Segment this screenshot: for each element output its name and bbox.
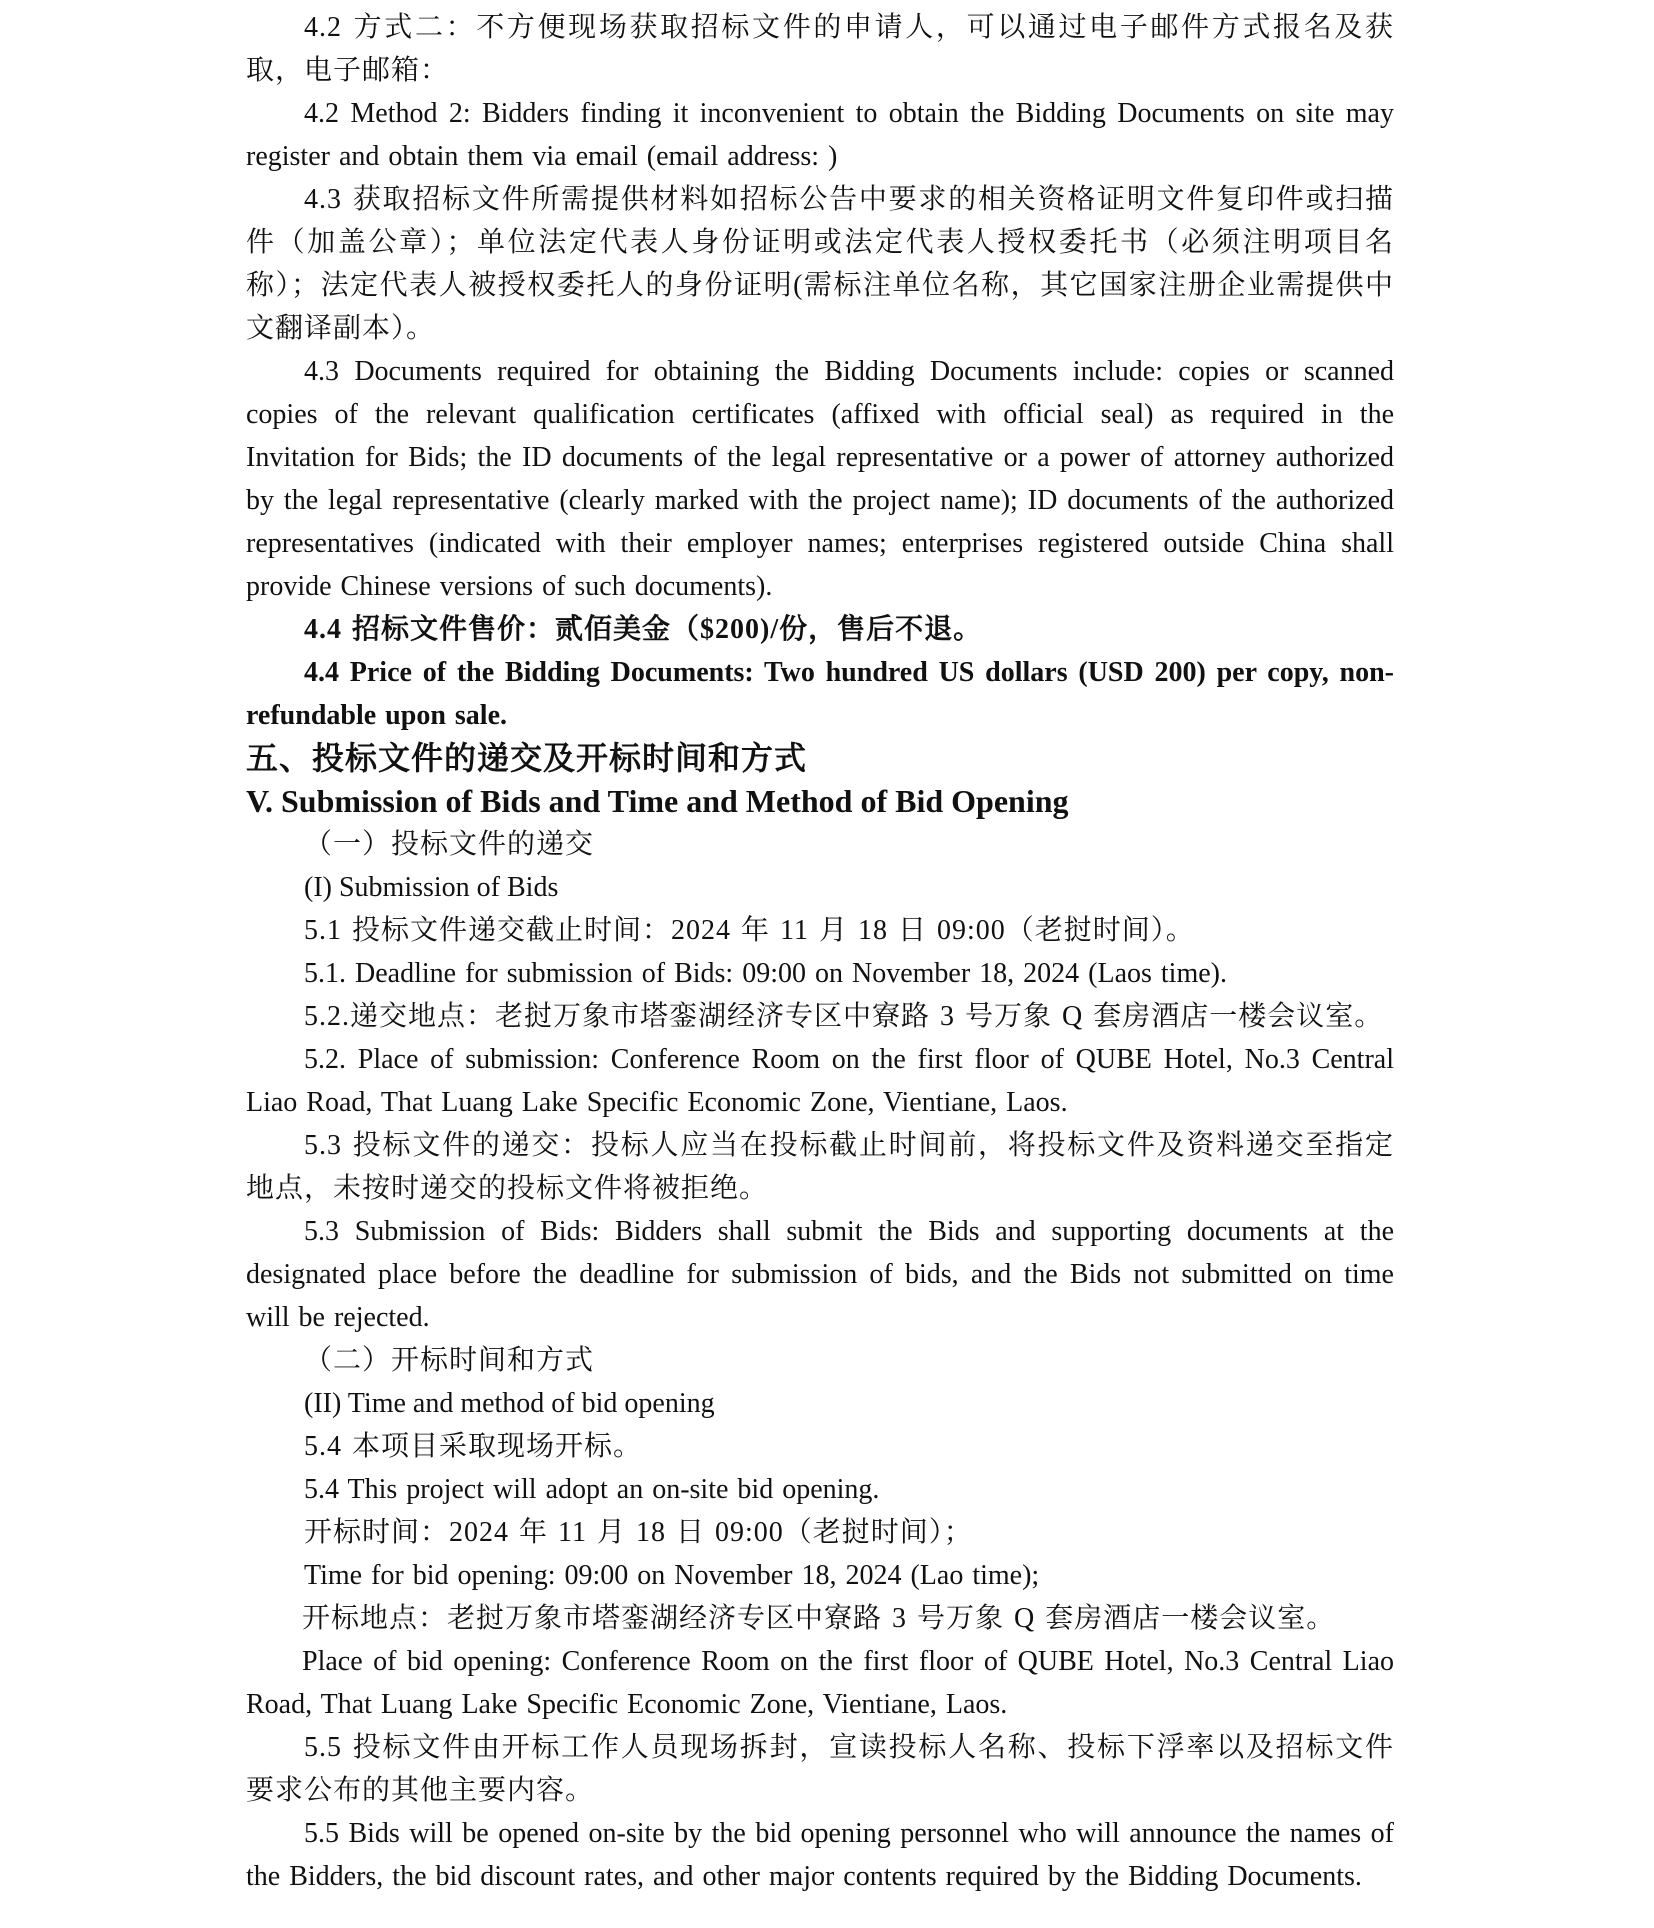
paragraph-5-5-zh: 5.5 投标文件由开标工作人员现场拆封，宣读投标人名称、投标下浮率以及招标文件要求公布的其他主要内容。	[246, 1732, 1394, 1806]
section-5-heading-zh: 五、投标文件的递交及开标时间和方式	[246, 740, 808, 776]
paragraph-4-2-zh: 4.2 方式二：不方便现场获取招标文件的申请人，可以通过电子邮件方式报名及获取，电子邮箱：	[246, 12, 1394, 86]
paragraph-5-3-en: 5.3 Submission of Bids: Bidders shall submit the Bids and supporting documents at the designated place before the deadline for submission of bids, and the Bids not submitted on time will be rejected.	[246, 1216, 1394, 1333]
subsection-2-heading-en: (II) Time and method of bid opening	[304, 1388, 715, 1419]
paragraph-4-4-en: 4.4 Price of the Bidding Documents: Two hundred US dollars (USD 200) per copy, non-refundable upon sale.	[246, 657, 1394, 731]
paragraph-5-5-en: 5.5 Bids will be opened on-site by the bid opening personnel who will announce the names of the Bidders, the bid discount rates, and other major contents required by the Bidding Documents.	[246, 1818, 1394, 1892]
paragraph-4-2-en: 4.2 Method 2: Bidders finding it inconvenient to obtain the Bidding Documents on site may register and obtain them via email (email address: )	[246, 98, 1394, 172]
paragraph-5-1-en: 5.1. Deadline for submission of Bids: 09:00 on November 18, 2024 (Laos time).	[304, 958, 1227, 989]
paragraph-5-1-zh: 5.1 投标文件递交截止时间：2024 年 11 月 18 日 09:00（老挝时间）。	[304, 915, 1195, 946]
section-5-heading-en: V. Submission of Bids and Time and Method of Bid Opening	[246, 783, 1069, 819]
paragraph-4-3-zh: 4.3 获取招标文件所需提供材料如招标公告中要求的相关资格证明文件复印件或扫描件（加盖公章）；单位法定代表人身份证明或法定代表人授权委托书（必须注明项目名称）；法定代表人被授权委托人的身份证明(需标注单位名称，其它国家注册企业需提供中文翻译副本）。	[246, 184, 1394, 344]
subsection-1-heading-en: (I) Submission of Bids	[304, 872, 559, 903]
bid-opening-place-zh: 开标地点：老挝万象市塔銮湖经济专区中寮路 3 号万象 Q 套房酒店一楼会议室。	[302, 1603, 1336, 1634]
paragraph-4-4-zh: 4.4 招标文件售价：贰佰美金（$200)/份，售后不退。	[304, 614, 983, 645]
bid-opening-place-en: Place of bid opening: Conference Room on the first floor of QUBE Hotel, No.3 Central Liao Road, That Luang Lake Specific Economic Zone, Vientiane, Laos.	[246, 1646, 1394, 1720]
subsection-1-heading-zh: （一）投标文件的递交	[304, 829, 595, 860]
document-body	[246, 6, 1394, 1898]
paragraph-5-2-en: 5.2. Place of submission: Conference Room on the first floor of QUBE Hotel, No.3 Central Liao Road, That Luang Lake Specific Economic Zone, Vientiane, Laos.	[246, 1044, 1394, 1118]
paragraph-5-4-en: 5.4 This project will adopt an on-site bid opening.	[304, 1474, 880, 1505]
paragraph-4-3-en: 4.3 Documents required for obtaining the Bidding Documents include: copies or scanned copies of the relevant qualification certificates (affixed with official seal) as required in the Invitation for Bids; the ID documents of the legal representative or a power of attorney authorized by the legal representative (clearly marked with the project name); ID documents of the authorized representatives (indicated with their employer names; enterprises registered outside China shall provide Chinese versions of such documents).	[246, 356, 1394, 602]
paragraph-5-4-zh: 5.4 本项目采取现场开标。	[304, 1431, 643, 1462]
bid-opening-time-en: Time for bid opening: 09:00 on November 18, 2024 (Lao time);	[304, 1560, 1040, 1591]
bid-opening-time-zh: 开标时间：2024 年 11 月 18 日 09:00（老挝时间）；	[304, 1517, 973, 1548]
subsection-2-heading-zh: （二）开标时间和方式	[304, 1345, 595, 1376]
paragraph-5-2-zh: 5.2.递交地点：老挝万象市塔銮湖经济专区中寮路 3 号万象 Q 套房酒店一楼会议室。	[304, 1001, 1384, 1032]
paragraph-5-3-zh: 5.3 投标文件的递交：投标人应当在投标截止时间前，将投标文件及资料递交至指定地点，未按时递交的投标文件将被拒绝。	[246, 1130, 1394, 1204]
